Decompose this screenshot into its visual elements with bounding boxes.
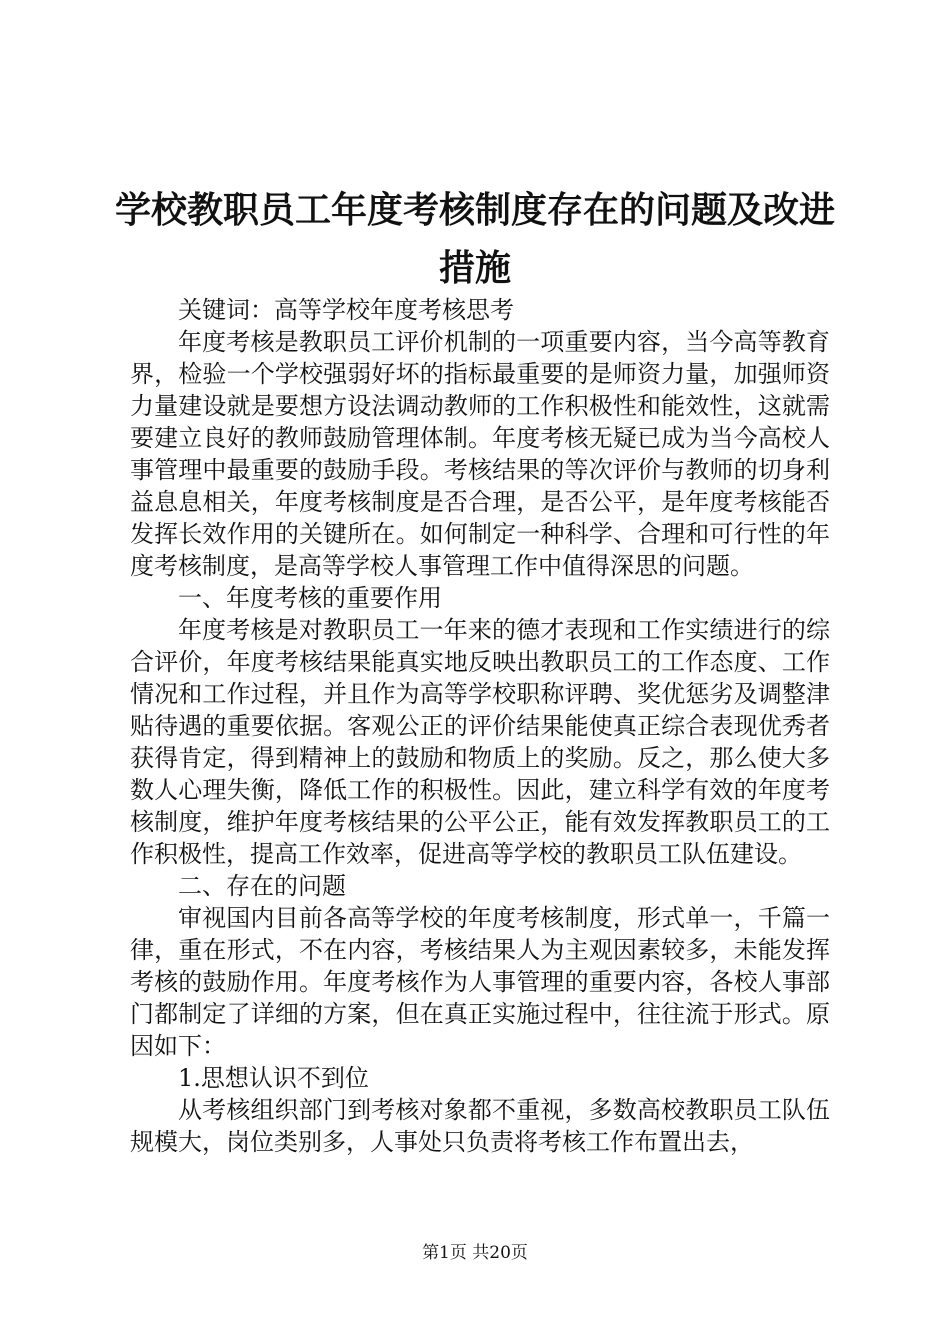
problems-paragraph: 审视国内目前各高等学校的年度考核制度，形式单一，千篇一律，重在形式，不在内容，考核结果人为主观因素较多，未能发挥考核的鼓励作用。年度考核作为人事管理的重要内容，各校人事部门都制定了详细的方案，但在真正实施过程中，往往流于形式。原因如下： bbox=[130, 904, 830, 1060]
document-body bbox=[130, 294, 830, 1158]
document-title-line-1: 学校教职员工年度考核制度存在的问题及改进 bbox=[114, 189, 835, 231]
section-heading-importance: 一、年度考核的重要作用 bbox=[178, 584, 442, 612]
subsection-heading-awareness: 1.思想认识不到位 bbox=[178, 1064, 369, 1092]
section-heading-problems: 二、存在的问题 bbox=[178, 872, 346, 900]
importance-paragraph: 年度考核是对教职员工一年来的德才表现和工作实绩进行的综合评价，年度考核结果能真实地反映出教职员工的工作态度、工作情况和工作过程，并且作为高等学校职称评聘、奖优惩劣及调整津贴待遇的重要依据。客观公正的评价结果能使真正综合表现优秀者获得肯定，得到精神上的鼓励和物质上的奖励。反之，那么使大多数人心理失衡，降低工作的积极性。因此，建立科学有效的年度考核制度，维护年度考核结果的公平公正，能有效发挥教职员工的工作积极性，提高工作效率，促进高等学校的教职员工队伍建设。 bbox=[130, 616, 830, 868]
awareness-paragraph: 从考核组织部门到考核对象都不重视，多数高校教职员工队伍规模大，岗位类别多，人事处只负责将考核工作布置出去， bbox=[130, 1096, 830, 1156]
intro-paragraph: 年度考核是教职员工评价机制的一项重要内容，当今高等教育界，检验一个学校强弱好坏的指标最重要的是师资力量，加强师资力量建设就是要想方设法调动教师的工作积极性和能效性，这就需要建立良好的教师鼓励管理体制。年度考核无疑已成为当今高校人事管理中最重要的鼓励手段。考核结果的等次评价与教师的切身利益息息相关，年度考核制度是否合理，是否公平，是年度考核能否发挥长效作用的关键所在。如何制定一种科学、合理和可行性的年度考核制度，是高等学校人事管理工作中值得深思的问题。 bbox=[130, 328, 830, 580]
keywords-paragraph: 关键词：高等学校年度考核思考 bbox=[178, 296, 514, 324]
page-number-footer: 第1页 共20页 bbox=[422, 1243, 528, 1263]
document-title-line-2: 措施 bbox=[438, 247, 511, 289]
